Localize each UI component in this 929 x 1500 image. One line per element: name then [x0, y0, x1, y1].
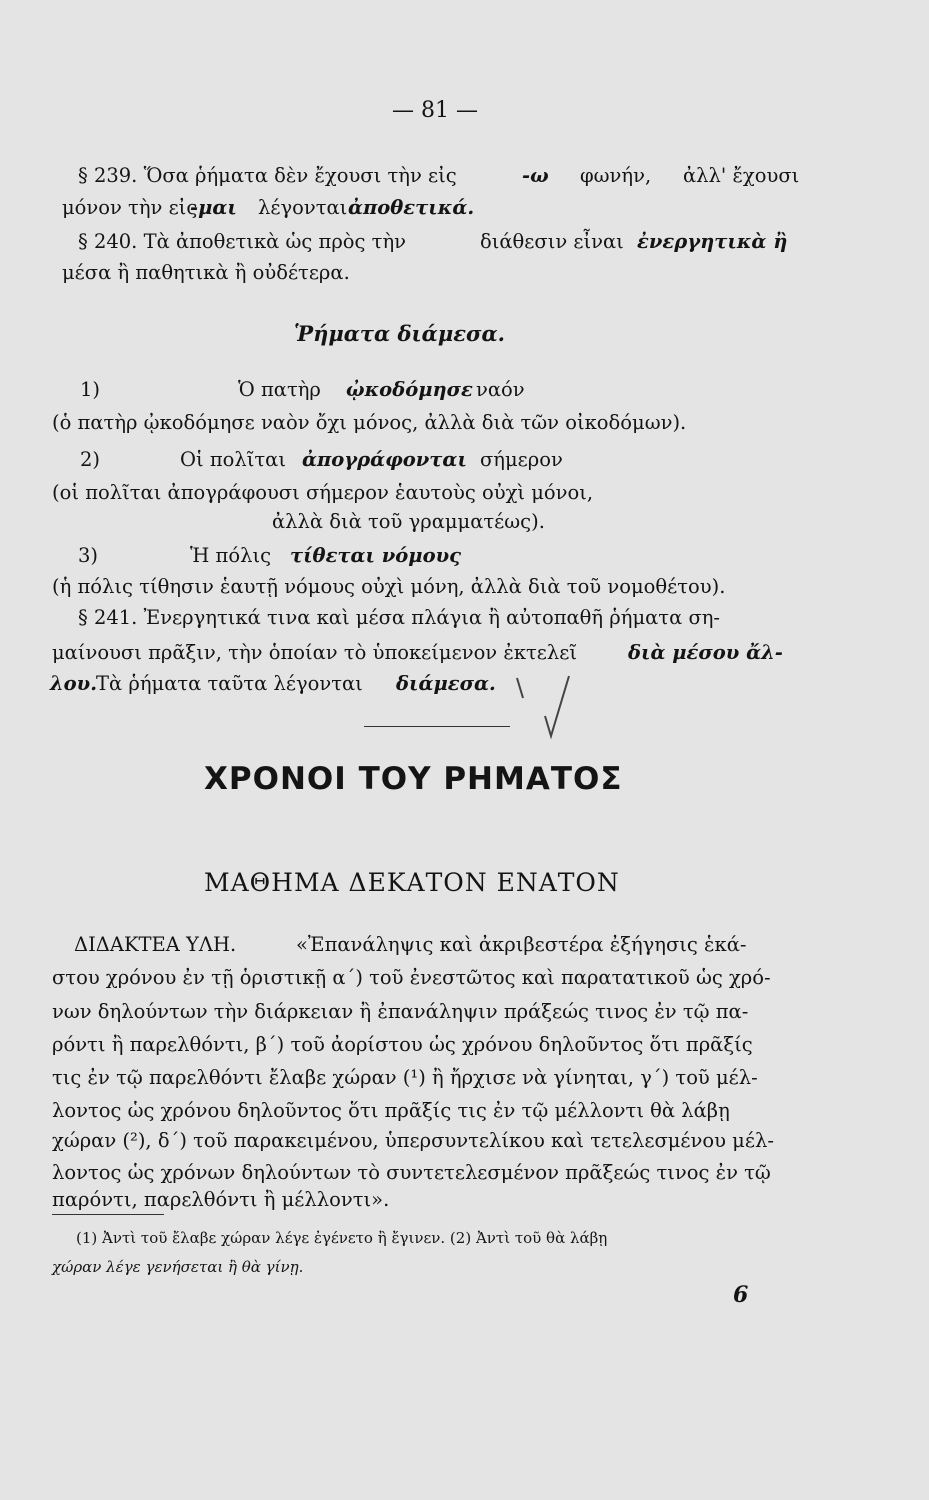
example3-explanation: (ἡ πόλις τίθησιν ἑαυτῇ νόμους οὐχὶ μόνη, ἀλλὰ διὰ τοῦ νομοθέτου). [52, 575, 726, 598]
printer-signature: 6 [733, 1282, 749, 1308]
sec240-line1-c: ἐνεργητικὰ ἢ [637, 230, 788, 253]
didactic-line8: λοντος ὡς χρόνων δηλούντων τὸ συντετελεσμένον πρᾶξεώς τινος ἐν τῷ [52, 1161, 771, 1184]
footnote-line1: (1) Ἀντὶ τοῦ ἔλαβε χώραν λέγε ἐγένετο ἢ ἔγινεν. (2) Ἀντὶ τοῦ θὰ λάβῃ [76, 1229, 608, 1247]
sec241-line3-a: λου. [50, 672, 97, 695]
sec241-line1: § 241. Ἐνεργητικά τινα καὶ μέσα πλάγια ἢ αὐτοπαθῆ ῥήματα ση- [78, 606, 721, 629]
example1-explanation: (ὁ πατὴρ ᾠκοδόμησε ναὸν ὄχι μόνος, ἀλλὰ διὰ τῶν οἰκοδόμων). [52, 411, 687, 434]
didactic-line6: λοντος ὡς χρόνου δηλοῦντος ὅτι πρᾶξίς τις ἐν τῷ μέλλοντι θὰ λάβῃ [52, 1099, 730, 1122]
example3-verb: τίθεται νόμους [290, 544, 461, 567]
didactic-line4: ρόντι ἢ παρελθόντι, β΄) τοῦ ἀορίστου ὡς χρόνου δηλοῦντος ὅτι πρᾶξίς [52, 1033, 753, 1056]
example1-c: ναόν [476, 378, 525, 401]
sec241-line3-b: Τὰ ῥήματα ταῦτα λέγονται [96, 672, 363, 695]
footnote-line2: χώραν λέγε γενήσεται ἢ θὰ γίνῃ. [52, 1258, 304, 1276]
handwritten-check-mark [505, 668, 575, 748]
sec241-line2-a: μαίνουσι πρᾶξιν, τὴν ὁποίαν τὸ ὑποκείμενον ἐκτελεῖ [52, 641, 578, 664]
subheading-dimesa: Ῥήματα διάμεσα. [294, 321, 505, 346]
sec240-line2: μέσα ἢ παθητικὰ ἢ οὐδέτερα. [62, 261, 350, 284]
example1-number: 1) [80, 378, 101, 401]
sec239-term-apothetika: ἀποθετικά. [348, 196, 475, 219]
sec239-line1-d: ἀλλ' ἔχουσι [683, 164, 800, 187]
didactic-line9: παρόντι, παρελθόντι ἢ μέλλοντι». [52, 1188, 390, 1211]
didactic-line7: χώραν (²), δ΄) τοῦ παρακειμένου, ὑπερσυντελίκου καὶ τετελεσμένου μέλ- [52, 1129, 774, 1152]
example2-c: σήμερον [480, 448, 563, 471]
sec239-line1-a: § 239. Ὅσα ῥήματα δὲν ἔχουσι τὴν εἰς [78, 164, 457, 187]
didactic-line5: τις ἐν τῷ παρελθόντι ἔλαβε χώραν (¹) ἢ ἤρχισε νὰ γίνηται, γ΄) τοῦ μέλ- [52, 1066, 758, 1089]
example2-verb: ἀπογράφονται [302, 448, 467, 471]
sec239-line2-c: λέγονται [258, 196, 348, 219]
section-divider [364, 726, 510, 727]
page-number: — 81 — [392, 98, 478, 123]
sec239-ending-mai: -μαι [190, 196, 237, 219]
sec240-line1-b: διάθεσιν εἶναι [480, 230, 624, 253]
didactic-label: ΔΙΔΑΚΤΕΑ ΥΛΗ. [74, 933, 237, 956]
example2-explanation-2: ἀλλὰ διὰ τοῦ γραμματέως). [272, 510, 545, 533]
example3-a: Ἡ πόλις [190, 544, 272, 567]
example1-verb: ᾠκοδόμησε [346, 378, 473, 401]
example2-explanation-1: (οἱ πολῖται ἀπογράφουσι σήμερον ἑαυτοὺς οὐχὶ μόνοι, [52, 481, 594, 504]
example3-number: 3) [78, 544, 99, 567]
sec239-ending-o: -ω [522, 164, 549, 187]
sec241-line3-c: διάμεσα. [396, 672, 496, 695]
sec241-line2-b: διὰ μέσου ἄλ- [628, 641, 783, 664]
didactic-line1: «Ἐπανάληψις καὶ ἀκριβεστέρα ἐξήγησις ἑκά- [296, 933, 747, 956]
example2-number: 2) [80, 448, 101, 471]
example1-a: Ὁ πατὴρ [238, 378, 321, 401]
sec239-line2-a: μόνον τὴν εἰς [62, 196, 198, 219]
didactic-line2: στου χρόνου ἐν τῇ ὁριστικῇ α΄) τοῦ ἐνεστῶτος καὶ παρατατικοῦ ὡς χρό- [52, 966, 771, 989]
footnote-divider [52, 1214, 164, 1215]
lesson-title: ΜΑΘΗΜΑ ΔΕΚΑΤΟΝ ΕΝΑΤΟΝ [204, 868, 620, 897]
chapter-heading: ΧΡΟΝΟΙ ΤΟΥ ΡΗΜΑΤΟΣ [204, 761, 623, 797]
didactic-line3: νων δηλούντων τὴν διάρκειαν ἢ ἐπανάληψιν πράξεώς τινος ἐν τῷ πα- [52, 1000, 749, 1023]
example2-a: Οἱ πολῖται [180, 448, 286, 471]
sec240-line1-a: § 240. Τὰ ἀποθετικὰ ὡς πρὸς τὴν [78, 230, 406, 253]
sec239-line1-c: φωνήν, [580, 164, 652, 187]
